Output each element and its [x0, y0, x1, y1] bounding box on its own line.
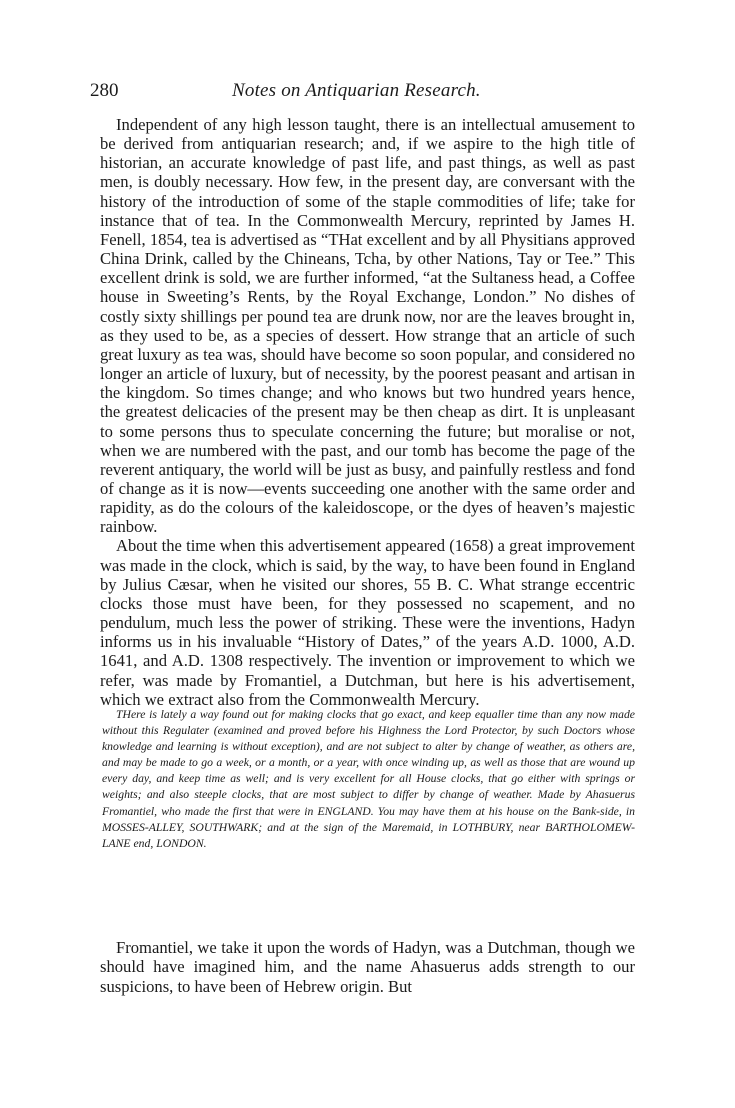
main-text [100, 115, 635, 709]
paragraph-clock: About the time when this advertisement appeared (1658) a great improvement was made in the clock, which is said, by the way, to have been found in England by Julius Cæsar, when he visited our shores, 55 B. C. What strange eccentric clocks those must have been, for they possessed no scapement, and no pendulum, much less the power of striking. These were the inventions, Hadyn informs us in his invaluable “History of Dates,” of the years A.D. 1000, A.D. 1641, and A.D. 1308 respectively. The invention or improvement to which we refer, was made by Fromantiel, a Dutchman, but here is his advertisement, which we extract also from the Commonwealth Mercury. [100, 536, 635, 709]
paragraph-fromantiel: Fromantiel, we take it upon the words of Hadyn, was a Dutchman, though we should have imagined him, and the name Ahasuerus adds strength to our suspicions, to have been of Hebrew origin. But [100, 938, 635, 996]
page-header [90, 78, 635, 104]
running-title: Notes on Antiquarian Research. [232, 80, 481, 101]
page-number: 280 [90, 80, 119, 101]
paragraph-tea: Independent of any high lesson taught, there is an intellectual amusement to be derived from antiquarian research; and, if we aspire to the high title of historian, an accurate knowledge of past life, and past things, as well as past men, is doubly necessary. How few, in the present day, are conversant with the history of the introduction of some of the staple commodities of life; take for instance that of tea. In the Commonwealth Mercury, reprinted by James H. Fenell, 1854, tea is advertised as “THat excellent and by all Physitians approved China Drink, called by the Chineans, Tcha, by other Nations, Tay or Tee.” This excellent drink is sold, we are further informed, “at the Sultaness head, a Coffee house in Sweeting’s Rents, by the Royal Exchange, London.” No dishes of costly sixty shillings per pound tea are drunk now, nor are the leaves brought in, as they used to be, as a species of dessert. How strange that an article of such great luxury as tea was, should have become so soon popular, and considered no longer an article of luxury, but of necessity, by the poorest peasant and artisan in the kingdom. So times change; and who knows but two hundred years hence, the greatest delicacies of the present may be then cheap as dirt. It is unpleasant to some persons thus to speculate concerning the future; but moralise or not, when we are numbered with the past, and our tomb has become the page of the reverent antiquary, the world will be just as busy, and painfully restless and fond of change as it is now—events succeeding one another with the same order and rapidity, as do the colours of the kaleidoscope, or the dyes of heaven’s majestic rainbow. [100, 115, 635, 537]
advertisement-quote: THere is lately a way found out for making clocks that go exact, and keep equaller time than any now made without this Regulater (examined and proved before his Highness the Lord Protector, by such Doctors whose knowledge and learning is without exception), and are not subject to alter by change of weather, as others are, and may be made to go a week, or a month, or a year, with once winding up, as well as those that are wound up every day, and keep time as well; and is very excellent for all House clocks, that go either with springs or weights; and also steeple clocks, that are most subject to differ by change of weather. Made by Ahasuerus Fromantiel, who made the first that were in ENGLAND. You may have them at his house on the Bank-side, in MOSSES-ALLEY, SOUTHWARK; and at the sign of the Maremaid, in LOTHBURY, near BARTHOLOMEW-LANE end, LONDON. [102, 708, 635, 850]
